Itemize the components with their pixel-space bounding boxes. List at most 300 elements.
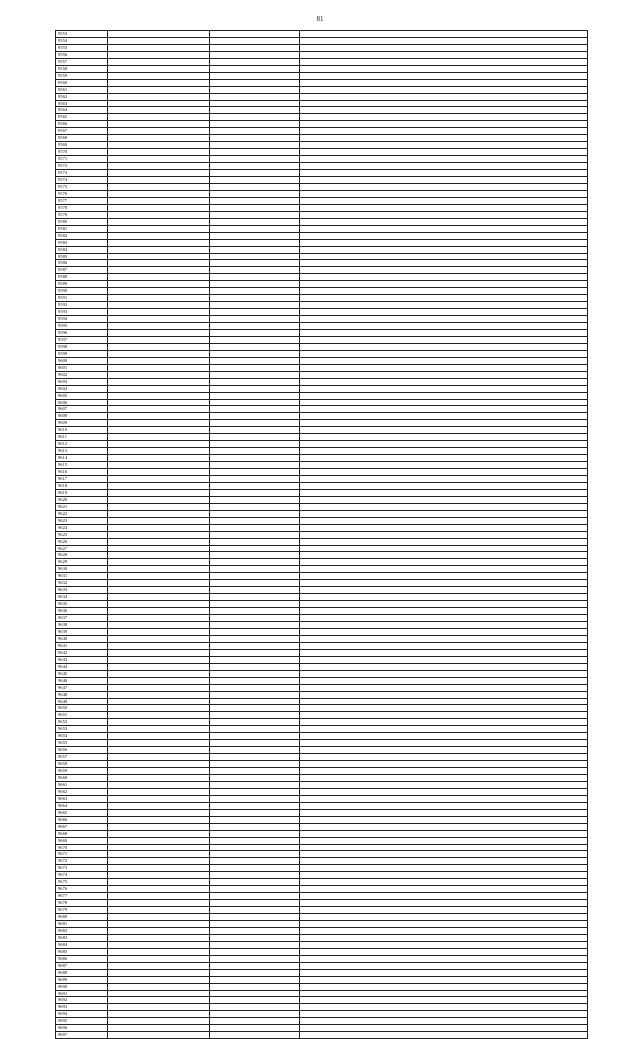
table-cell (210, 552, 300, 559)
row-number-cell: 9619 (56, 489, 108, 496)
row-number-cell: 9567 (56, 128, 108, 135)
table-cell (108, 170, 210, 177)
table-cell (300, 781, 588, 788)
table-cell (210, 1032, 300, 1039)
table-cell (210, 656, 300, 663)
row-number-cell: 9603 (56, 378, 108, 385)
table-cell (210, 323, 300, 330)
table-row (56, 795, 588, 802)
row-number-cell: 9644 (56, 663, 108, 670)
table-cell (210, 774, 300, 781)
row-number-cell: 9600 (56, 357, 108, 364)
table-cell (210, 538, 300, 545)
table-cell (210, 893, 300, 900)
table-cell (108, 587, 210, 594)
row-number-cell: 9604 (56, 385, 108, 392)
table-cell (210, 517, 300, 524)
table-cell (300, 434, 588, 441)
row-number-cell: 9578 (56, 204, 108, 211)
row-number-cell: 9632 (56, 580, 108, 587)
table-cell (300, 79, 588, 86)
table-cell (210, 795, 300, 802)
row-number-cell: 9656 (56, 747, 108, 754)
table-cell (300, 197, 588, 204)
table-row (56, 232, 588, 239)
row-number-cell: 9671 (56, 851, 108, 858)
table-row (56, 156, 588, 163)
row-number-cell: 9673 (56, 865, 108, 872)
table-cell (108, 809, 210, 816)
table-row (56, 302, 588, 309)
table-cell (300, 336, 588, 343)
table-row (56, 114, 588, 121)
table-cell (108, 754, 210, 761)
row-number-cell: 9611 (56, 434, 108, 441)
row-number-cell: 9682 (56, 927, 108, 934)
table-cell (108, 107, 210, 114)
table-cell (300, 107, 588, 114)
table-cell (210, 622, 300, 629)
row-number-cell: 9664 (56, 802, 108, 809)
table-cell (210, 698, 300, 705)
table-cell (300, 121, 588, 128)
table-cell (300, 635, 588, 642)
table-cell (300, 316, 588, 323)
table-row (56, 990, 588, 997)
table-row (56, 587, 588, 594)
table-row (56, 545, 588, 552)
table-row (56, 886, 588, 893)
row-number-cell: 9598 (56, 343, 108, 350)
table-cell (108, 267, 210, 274)
row-number-cell: 9612 (56, 441, 108, 448)
table-cell (210, 357, 300, 364)
row-number-cell: 9660 (56, 774, 108, 781)
table-row (56, 177, 588, 184)
table-row (56, 371, 588, 378)
table-cell (108, 434, 210, 441)
row-number-cell: 9627 (56, 545, 108, 552)
table-cell (300, 795, 588, 802)
table-cell (210, 183, 300, 190)
table-cell (210, 274, 300, 281)
table-row (56, 927, 588, 934)
table-cell (300, 622, 588, 629)
table-row (56, 413, 588, 420)
table-cell (210, 295, 300, 302)
table-row (56, 406, 588, 413)
row-number-cell: 9593 (56, 309, 108, 316)
table-cell (300, 288, 588, 295)
table-row (56, 79, 588, 86)
row-number-cell: 9614 (56, 455, 108, 462)
table-cell (108, 628, 210, 635)
table-cell (108, 997, 210, 1004)
table-cell (108, 983, 210, 990)
table-cell (210, 413, 300, 420)
table-cell (300, 364, 588, 371)
row-number-cell: 9570 (56, 149, 108, 156)
table-row (56, 628, 588, 635)
table-cell (300, 51, 588, 58)
table-row (56, 698, 588, 705)
table-cell (210, 79, 300, 86)
table-cell (210, 309, 300, 316)
table-cell (108, 281, 210, 288)
row-number-cell: 9556 (56, 51, 108, 58)
table-cell (210, 350, 300, 357)
row-number-cell: 9624 (56, 524, 108, 531)
table-cell (300, 719, 588, 726)
table-row (56, 204, 588, 211)
table-cell (210, 399, 300, 406)
table-row (56, 948, 588, 955)
table-cell (210, 281, 300, 288)
table-row (56, 503, 588, 510)
row-number-cell: 9697 (56, 1032, 108, 1039)
row-number-cell: 9669 (56, 837, 108, 844)
table-cell (108, 469, 210, 476)
table-cell (210, 844, 300, 851)
table-cell (300, 809, 588, 816)
table-cell (210, 496, 300, 503)
row-number-cell: 9599 (56, 350, 108, 357)
table-row (56, 649, 588, 656)
table-cell (108, 830, 210, 837)
table-cell (210, 809, 300, 816)
table-cell (210, 225, 300, 232)
row-number-cell: 9602 (56, 371, 108, 378)
table-row (56, 733, 588, 740)
table-cell (300, 698, 588, 705)
table-cell (108, 392, 210, 399)
table-row (56, 336, 588, 343)
table-row (56, 329, 588, 336)
table-cell (300, 705, 588, 712)
table-row (56, 726, 588, 733)
row-number-cell: 9633 (56, 587, 108, 594)
table-cell (108, 879, 210, 886)
table-cell (210, 482, 300, 489)
table-row (56, 1025, 588, 1032)
table-cell (210, 761, 300, 768)
table-cell (210, 204, 300, 211)
row-number-cell: 9569 (56, 142, 108, 149)
table-cell (210, 851, 300, 858)
row-number-cell: 9629 (56, 559, 108, 566)
table-row (56, 552, 588, 559)
table-row (56, 914, 588, 921)
table-cell (300, 329, 588, 336)
table-cell (210, 969, 300, 976)
row-number-cell: 9606 (56, 399, 108, 406)
table-row (56, 350, 588, 357)
table-cell (108, 44, 210, 51)
table-cell (108, 594, 210, 601)
table-row (56, 781, 588, 788)
table-cell (108, 378, 210, 385)
table-cell (300, 1018, 588, 1025)
table-row (56, 343, 588, 350)
table-cell (300, 128, 588, 135)
table-cell (108, 399, 210, 406)
table-cell (300, 406, 588, 413)
table-cell (210, 781, 300, 788)
table-row (56, 893, 588, 900)
table-cell (210, 462, 300, 469)
table-cell (108, 851, 210, 858)
table-cell (108, 837, 210, 844)
table-cell (108, 448, 210, 455)
table-cell (300, 823, 588, 830)
row-number-cell: 9615 (56, 462, 108, 469)
row-number-cell: 9575 (56, 183, 108, 190)
table-row (56, 197, 588, 204)
row-number-cell: 9613 (56, 448, 108, 455)
row-number-cell: 9584 (56, 246, 108, 253)
table-cell (300, 343, 588, 350)
table-cell (300, 44, 588, 51)
table-cell (300, 886, 588, 893)
row-number-cell: 9691 (56, 990, 108, 997)
table-cell (108, 183, 210, 190)
table-row (56, 476, 588, 483)
table-cell (210, 872, 300, 879)
table-row (56, 677, 588, 684)
table-cell (108, 670, 210, 677)
row-number-cell: 9684 (56, 941, 108, 948)
table-cell (108, 858, 210, 865)
row-number-cell: 9639 (56, 628, 108, 635)
row-number-cell: 9628 (56, 552, 108, 559)
row-number-cell: 9662 (56, 788, 108, 795)
table-cell (108, 893, 210, 900)
table-row (56, 559, 588, 566)
table-row (56, 872, 588, 879)
table-cell (108, 948, 210, 955)
table-cell (210, 615, 300, 622)
table-cell (300, 420, 588, 427)
table-cell (300, 955, 588, 962)
row-number-cell: 9650 (56, 705, 108, 712)
table-cell (210, 72, 300, 79)
table-cell (300, 183, 588, 190)
row-number-cell: 9681 (56, 921, 108, 928)
table-cell (300, 907, 588, 914)
table-cell (108, 128, 210, 135)
table-row (56, 260, 588, 267)
table-cell (108, 816, 210, 823)
table-row (56, 955, 588, 962)
row-number-cell: 9562 (56, 93, 108, 100)
table-cell (108, 844, 210, 851)
table-row (56, 86, 588, 93)
table-cell (108, 1032, 210, 1039)
table-cell (300, 879, 588, 886)
table-cell (108, 677, 210, 684)
row-number-cell: 9573 (56, 170, 108, 177)
row-number-cell: 9576 (56, 190, 108, 197)
table-cell (108, 121, 210, 128)
row-number-cell: 9592 (56, 302, 108, 309)
row-number-cell: 9642 (56, 649, 108, 656)
table-cell (108, 580, 210, 587)
table-cell (210, 93, 300, 100)
table-cell (108, 79, 210, 86)
table-cell (108, 615, 210, 622)
row-number-cell: 9674 (56, 872, 108, 879)
table-cell (300, 642, 588, 649)
table-cell (108, 58, 210, 65)
table-cell (300, 392, 588, 399)
row-number-cell: 9666 (56, 816, 108, 823)
table-cell (108, 309, 210, 316)
row-number-cell: 9686 (56, 955, 108, 962)
row-number-cell: 9655 (56, 740, 108, 747)
table-cell (210, 649, 300, 656)
table-row (56, 510, 588, 517)
row-number-cell: 9609 (56, 420, 108, 427)
table-cell (108, 93, 210, 100)
table-cell (108, 343, 210, 350)
row-number-cell: 9659 (56, 768, 108, 775)
table-cell (108, 608, 210, 615)
row-number-cell: 9667 (56, 823, 108, 830)
table-cell (300, 921, 588, 928)
table-cell (210, 121, 300, 128)
table-cell (300, 733, 588, 740)
table-cell (108, 726, 210, 733)
row-number-cell: 9647 (56, 684, 108, 691)
row-number-cell: 9605 (56, 392, 108, 399)
table-cell (210, 802, 300, 809)
row-number-cell: 9559 (56, 72, 108, 79)
table-cell (300, 260, 588, 267)
document-table (55, 30, 587, 1038)
table-cell (108, 788, 210, 795)
table-cell (108, 503, 210, 510)
table-cell (210, 156, 300, 163)
table-cell (108, 295, 210, 302)
table-cell (210, 343, 300, 350)
table-cell (300, 788, 588, 795)
table-cell (210, 211, 300, 218)
table-cell (300, 1011, 588, 1018)
table-cell (108, 914, 210, 921)
table-row (56, 809, 588, 816)
table-row (56, 170, 588, 177)
table-cell (210, 329, 300, 336)
row-number-cell: 9564 (56, 107, 108, 114)
row-number-cell: 9601 (56, 364, 108, 371)
table-cell (210, 879, 300, 886)
table-cell (300, 204, 588, 211)
table-row (56, 364, 588, 371)
table-cell (300, 684, 588, 691)
table-cell (210, 392, 300, 399)
table-cell (210, 336, 300, 343)
table-cell (210, 86, 300, 93)
row-number-cell: 9610 (56, 427, 108, 434)
table-cell (300, 761, 588, 768)
table-cell (108, 135, 210, 142)
table-cell (300, 837, 588, 844)
table-row (56, 93, 588, 100)
table-cell (300, 156, 588, 163)
table-cell (210, 197, 300, 204)
row-number-cell: 9652 (56, 719, 108, 726)
table-cell (300, 281, 588, 288)
table-cell (210, 642, 300, 649)
table-cell (300, 357, 588, 364)
row-number-cell: 9574 (56, 177, 108, 184)
row-number-cell: 9572 (56, 163, 108, 170)
table-cell (108, 489, 210, 496)
table-row (56, 309, 588, 316)
table-cell (108, 51, 210, 58)
table-cell (108, 740, 210, 747)
table-cell (210, 177, 300, 184)
table-cell (300, 72, 588, 79)
table-cell (108, 524, 210, 531)
table-cell (108, 420, 210, 427)
table-cell (108, 156, 210, 163)
table-cell (300, 232, 588, 239)
table-cell (108, 427, 210, 434)
table-cell (108, 177, 210, 184)
table-cell (210, 816, 300, 823)
table-cell (108, 31, 210, 38)
table-row (56, 489, 588, 496)
row-number-cell: 9693 (56, 1004, 108, 1011)
table-cell (300, 309, 588, 316)
table-row (56, 844, 588, 851)
table-cell (300, 830, 588, 837)
table-cell (108, 969, 210, 976)
table-row (56, 385, 588, 392)
table-row (56, 128, 588, 135)
table-cell (210, 524, 300, 531)
table-cell (300, 100, 588, 107)
table-cell (210, 1025, 300, 1032)
table-cell (108, 927, 210, 934)
table-cell (300, 844, 588, 851)
row-number-cell: 9616 (56, 469, 108, 476)
table-cell (300, 983, 588, 990)
table-cell (300, 93, 588, 100)
table-cell (210, 726, 300, 733)
table-cell (210, 531, 300, 538)
table-cell (108, 719, 210, 726)
table-cell (300, 350, 588, 357)
table-cell (300, 969, 588, 976)
table-cell (210, 976, 300, 983)
table-row (56, 427, 588, 434)
table-cell (108, 441, 210, 448)
table-cell (300, 538, 588, 545)
table-cell (108, 962, 210, 969)
table-cell (300, 65, 588, 72)
table-cell (108, 642, 210, 649)
row-number-cell: 9637 (56, 615, 108, 622)
table-row (56, 51, 588, 58)
row-number-cell: 9635 (56, 601, 108, 608)
table-row (56, 253, 588, 260)
table-cell (210, 51, 300, 58)
table-cell (210, 149, 300, 156)
table-cell (108, 635, 210, 642)
table-cell (108, 761, 210, 768)
